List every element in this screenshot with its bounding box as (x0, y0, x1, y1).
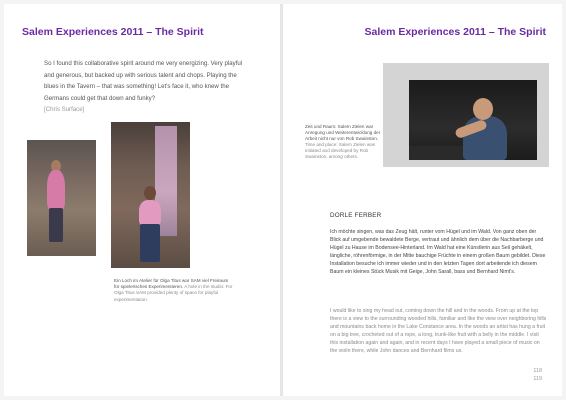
person-head (473, 98, 493, 120)
page-number-first: 118 (533, 368, 542, 374)
left-page-header: Salem Experiences 2011 – The Spirit (22, 26, 204, 38)
caption-english: Time and place: Salem Zielen was initiated and developed by Rob Swainston, among others. (305, 142, 376, 160)
studio-photo-right (111, 122, 190, 268)
person-legs (140, 224, 160, 262)
person-legs (49, 208, 63, 242)
person-head (144, 186, 156, 200)
page-number-second: 119 (533, 376, 542, 382)
table-shape (409, 146, 469, 160)
quote-block (44, 58, 244, 116)
right-page-header: Salem Experiences 2011 – The Spirit (364, 26, 546, 38)
body-text-english: I would like to sing my head out, coming down the hill and in the woods. From up at the top there is a view to the surrounding wooded hills, familiar and like the view over neighboring hills and mountains back home in the Lake Constance area. In the woods an artist has hung a fruit on a big tree, crocheted out of a rope, a long, trunk-like fruit with a belly in the middle. I visit this installation again and again, and in recent days I have played a small piece of music on the violin there, while John dances and Bernhard films us. (330, 308, 547, 354)
studio-photo-left (27, 140, 96, 256)
caption-german: Ein Loch im Atelier für Olga Titus war SAM viel Freiraum für spielerisches Experimentieren. (114, 278, 229, 290)
quote-text: So I found this collaborative spirit around me very energizing. Very playful and generous, but backed up with serious talent and chops. Playing the blues in the Tavern – that was something! Let's face it, who knew the Germans could get that down and funky? (44, 60, 243, 102)
quote-credit: [Chris Surface] (44, 106, 85, 114)
person-body (139, 200, 161, 226)
caption-german: Zeit und Raum: Salem Zielen war Anregung und Weiterentwicklung der Arbeit nicht nur von Rob Swainston. (305, 124, 381, 142)
caption-english: A hole in the studio: For Olga Titus SAM provided plenty of space for playful experimentation. (114, 284, 233, 302)
musician-photo (409, 80, 537, 160)
left-photo-caption (114, 278, 234, 303)
person-body (47, 170, 65, 210)
body-text-german: Ich möchte singen, was das Zeug hält, runter vom Hügel und im Wald. Von ganz oben der Blick auf umgebende bewaldete Berge, vertraut und ähnlich dem über die Nachbarberge und Hügel zu Hause im Bodensee-Hinterland. Im Wald hat eine Künstlerin aus Seil gehäkelt, längliche, röhrenförmige, in der Mitte bauchige Früchte in einem großen Baum gebildet. Diese Installation besuche ich immer wieder und in den letzten Tagen dort arbeitende ich diesem Baum ein kleines Stück Musik mit Geige, John Sarall, bass und Bernhard Nimt's. (330, 229, 546, 275)
author-name: DORLE FERBER (330, 212, 382, 219)
right-photo-caption (305, 124, 385, 161)
